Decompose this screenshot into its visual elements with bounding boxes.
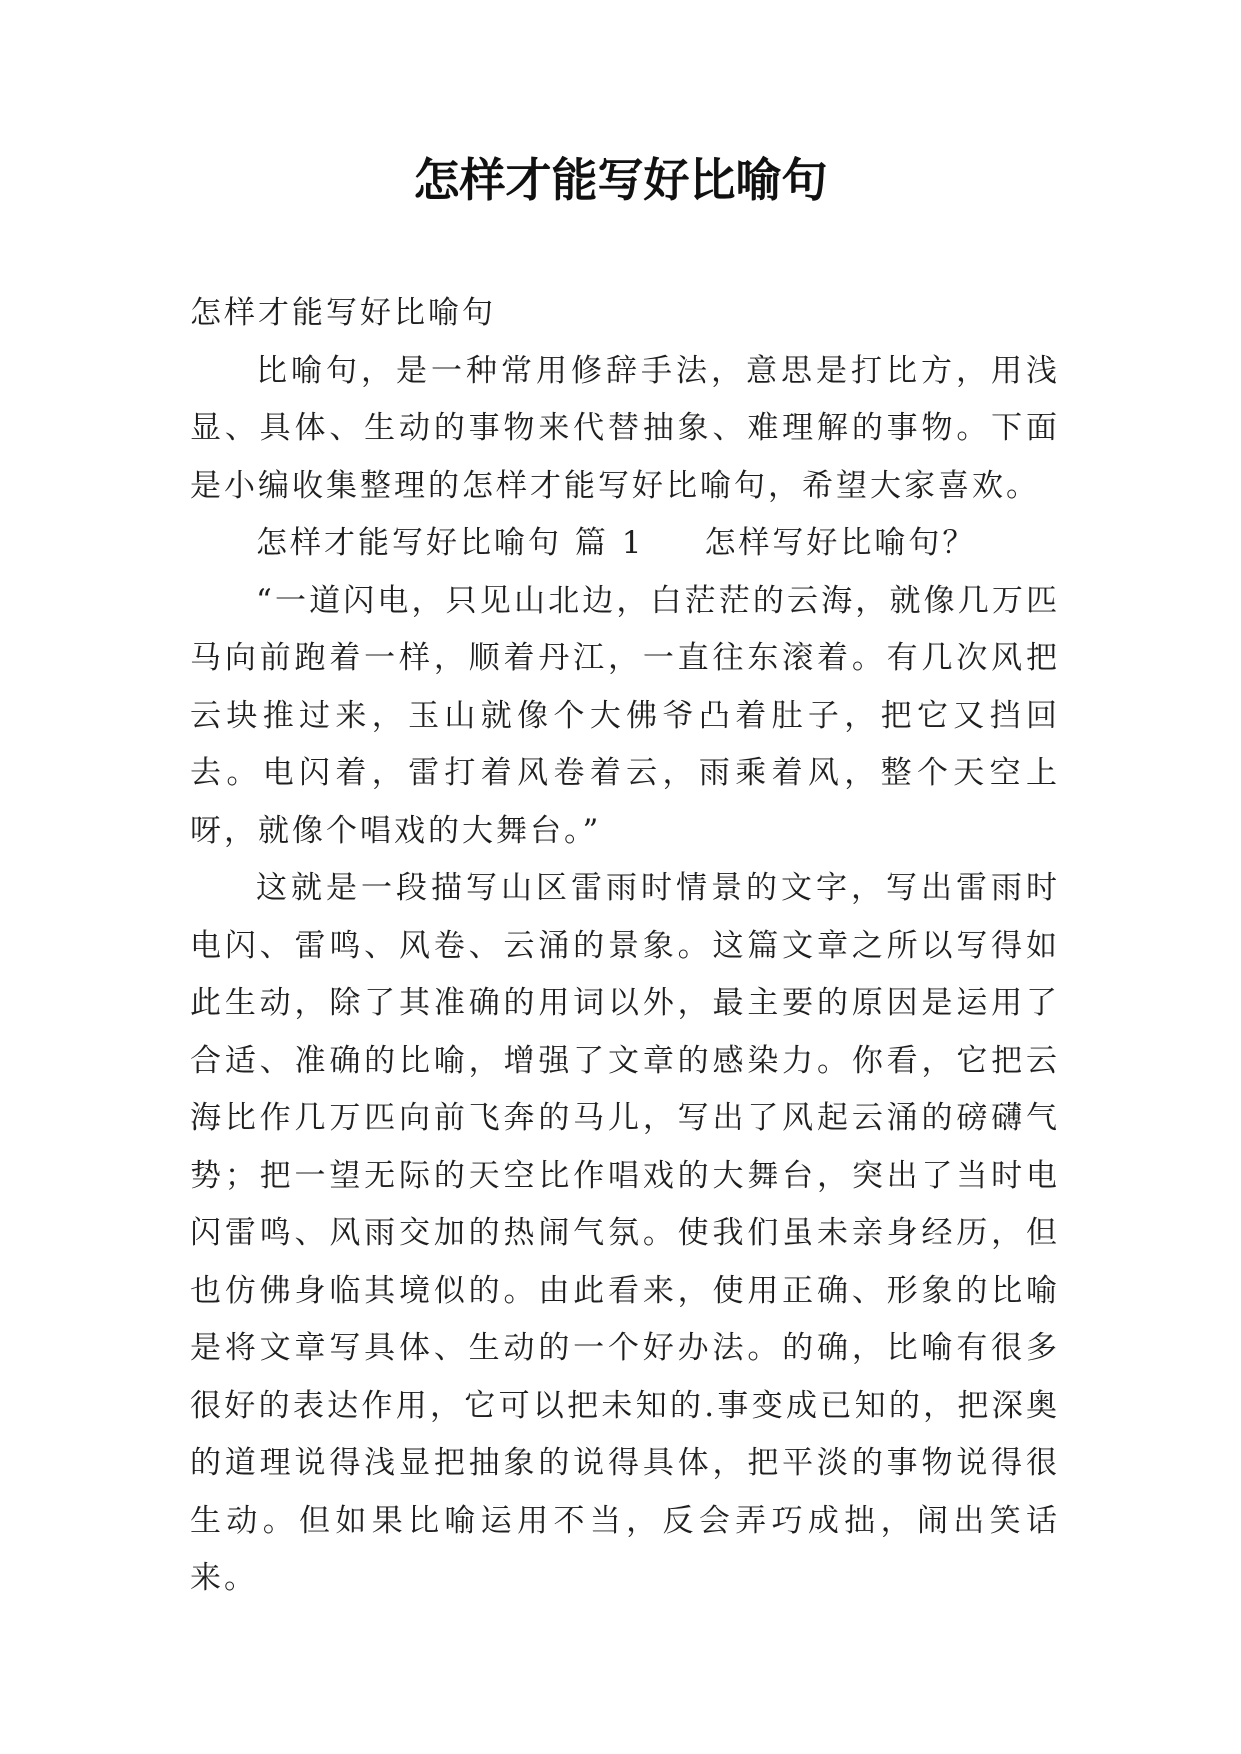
quote-paragraph: “一道闪电，只见山北边，白茫茫的云海，就像几万匹马向前跑着一样，顺着丹江，一直往东滚着。有几次风把云块推过来，玉山就像个大佛爷凸着肚子，把它又挡回去。电闪着，雷打着风卷着云，雨乘着风，整个天空上呀，就像个唱戏的大舞台。” <box>190 582 1060 849</box>
section-question: 怎样写好比喻句？ <box>704 525 977 561</box>
section-heading: 怎样才能写好比喻句 篇 1 <box>256 525 645 561</box>
intro-paragraph: 比喻句，是一种常用修辞手法，意思是打比方，用浅显、具体、生动的事物来代替抽象、难理解的事物。下面是小编收集整理的怎样才能写好比喻句，希望大家喜欢。 <box>190 352 1060 504</box>
document-subtitle: 怎样才能写好比喻句 <box>190 295 496 331</box>
section-heading-line <box>190 515 1060 573</box>
document-body <box>190 285 1060 1608</box>
analysis-paragraph: 这就是一段描写山区雷雨时情景的文字，写出雷雨时电闪、雷鸣、风卷、云涌的景象。这篇文章之所以写得如此生动，除了其准确的用词以外，最主要的原因是运用了合适、准确的比喻，增强了文章的感染力。你看，它把云海比作几万匹向前飞奔的马儿，写出了风起云涌的磅礴气势；把一望无际的天空比作唱戏的大舞台，突出了当时电闪雷鸣、风雨交加的热闹气氛。使我们虽未亲身经历，但也仿佛身临其境似的。由此看来，使用正确、形象的比喻是将文章写具体、生动的一个好办法。的确，比喻有很多很好的表达作用，它可以把未知的.事变成已知的，把深奥的道理说得浅显把抽象的说得具体，把平淡的事物说得很生动。但如果比喻运用不当，反会弄巧成拙，闹出笑话来。 <box>190 870 1060 1596</box>
document-title: 怎样才能写好比喻句 <box>413 153 828 207</box>
